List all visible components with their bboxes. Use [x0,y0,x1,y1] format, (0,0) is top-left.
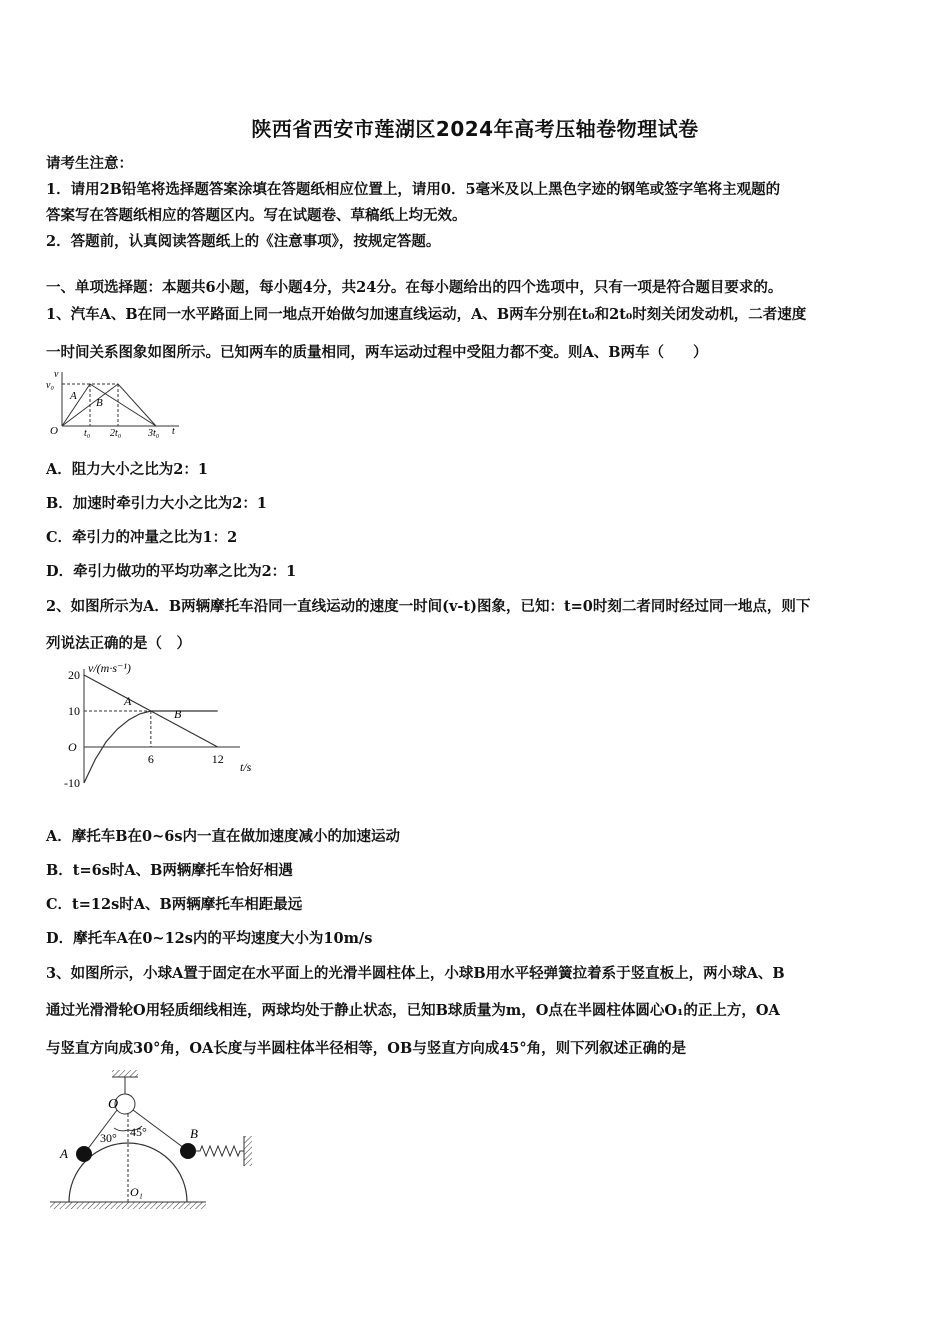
q2-option-c: C．t=12s时A、B两辆摩托车相距最远 [46,896,303,913]
wall-hatch [244,1136,252,1166]
q1-v0-label: v₀ [46,380,54,391]
q2-vt-chart [50,655,270,795]
q2-y-label: v/(m·s⁻¹) [88,661,131,675]
q2-stem-line2: 列说法正确的是（ ） [46,635,191,652]
q1-tick-3t0: 3t₀ [148,428,160,438]
q2-ytick-20: 20 [68,668,80,682]
q1-t-label: t [172,426,175,437]
q1-option-c: C．牵引力的冲量之比为1：2 [46,529,238,546]
q3-stem-line2: 通过光滑滑轮O用轻质细线相连，两球均处于静止状态，已知B球质量为m，O点在半圆柱体圆心O₁的正上方，OA [46,1002,780,1019]
q2-label-b: B [174,707,182,721]
q2-ytick-10: 10 [68,704,80,718]
notice-item-2: 2．答题前，认真阅读答题纸上的《注意事项》，按规定答题。 [46,233,441,250]
page-title: 陕西省西安市莲湖区2024年高考压轴卷物理试卷 [251,117,699,141]
label-30deg: 30° [100,1131,117,1145]
q1-stem-line1: 1、汽车A、B在同一水平路面上同一地点开始做匀加速直线运动，A、B两车分别在t₀和2t₀时刻关闭发动机，二者速度 [46,306,807,323]
q1-origin: O [50,425,58,437]
q3-figure [44,1066,264,1216]
notice-item-1: 1．请用2B铅笔将选择题答案涂填在答题纸相应位置上，请用0．5毫米及以上黑色字迹的钢笔或签字笔将主观题的 [46,181,781,198]
q1-option-a: A．阻力大小之比为2：1 [46,461,208,478]
q1-option-b: B．加速时牵引力大小之比为2：1 [46,495,267,512]
ball-b [180,1143,196,1159]
q2-option-d: D．摩托车A在0~12s内的平均速度大小为10m/s [46,930,373,947]
ball-a [76,1146,92,1162]
label-45deg: 45° [130,1125,147,1139]
q2-xtick-12: 12 [211,752,224,766]
q1-label-a: A [70,390,77,402]
label-o: O [108,1097,119,1112]
q2-stem-line1: 2、如图所示为A．B两辆摩托车沿同一直线运动的速度一时间(v-t)图象，已知：t=0时刻二者同时经过同一地点，则下 [46,598,811,615]
spring [196,1146,244,1156]
label-a: A [60,1146,68,1161]
notice-item-1-cont: 答案写在答题纸相应的答题区内。写在试题卷、草稿纸上均无效。 [46,207,467,224]
ground-hatch [50,1202,206,1209]
q2-x-label: t/s [240,760,252,774]
label-o1: O₁ [130,1185,143,1199]
q1-option-d: D．牵引力做功的平均功率之比为2：1 [46,563,297,580]
q2-ytick-neg10: -10 [64,776,80,790]
ceiling-hatch [112,1070,138,1077]
section-heading: 一、单项选择题：本题共6小题，每小题4分，共24分。在每小题给出的四个选项中，只有一项是符合题目要求的。 [46,279,783,296]
label-b: B [190,1126,198,1141]
q3-stem-line3: 与竖直方向成30°角，OA长度与半圆柱体半径相等，OB与竖直方向成45°角，则下列叙述正确的是 [46,1040,687,1057]
q3-stem-line1: 3、如图所示，小球A置于固定在水平面上的光滑半圆柱体上，小球B用水平轻弹簧拉着系于竖直板上，两小球A、B [46,965,785,982]
q1-v-label: v [54,369,59,380]
q2-origin: O [68,740,77,754]
q2-option-b: B．t=6s时A、B两辆摩托车恰好相遇 [46,862,293,879]
q2-label-a: A [124,694,132,708]
q1-tick-2t0: 2t₀ [110,428,122,438]
q2-option-a: A．摩托车B在0~6s内一直在做加速度减小的加速运动 [46,828,400,845]
q2-xtick-6: 6 [147,752,154,766]
q1-stem-line2: 一时间关系图象如图所示。已知两车的质量相同，两车运动过程中受阻力都不变。则A、B两车（ ） [46,344,708,361]
q1-vt-figure [44,368,184,438]
notice-heading: 请考生注意： [46,155,133,172]
q1-tick-t0: t₀ [84,428,91,438]
q1-label-b: B [96,397,103,409]
